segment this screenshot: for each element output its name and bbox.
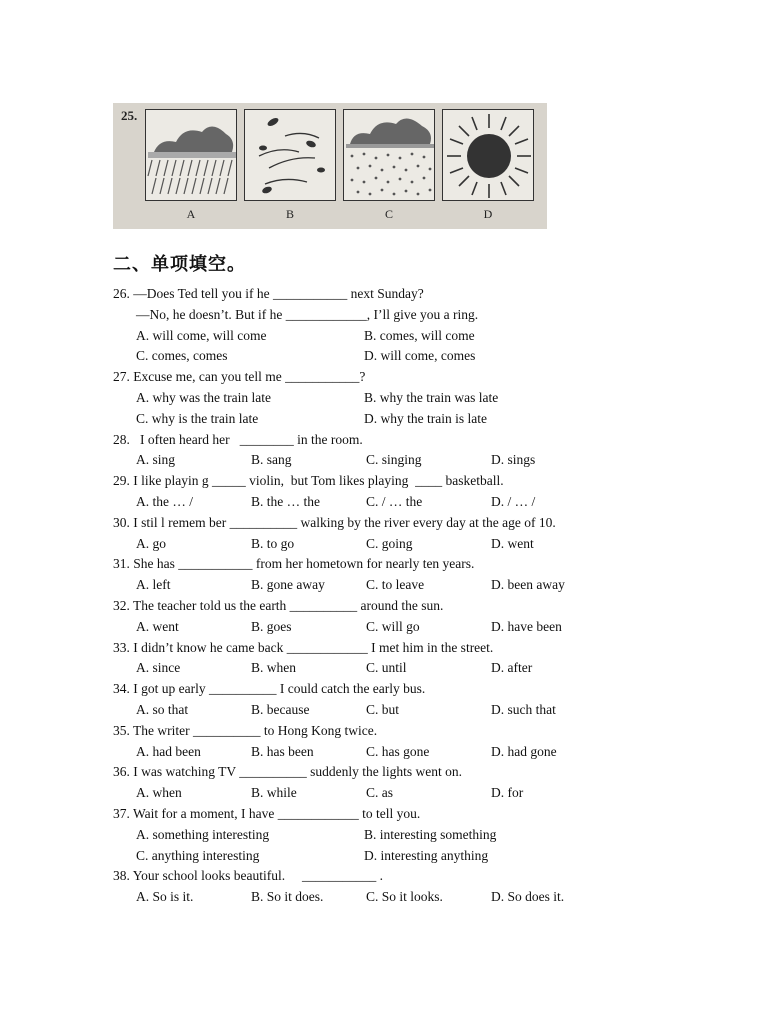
answer-option: C. has gone [366,743,430,759]
answer-option: D. So does it. [491,889,565,905]
answer-option: C. as [366,785,393,801]
sun-icon [442,109,534,201]
answer-option: D. will come, comes [364,348,476,364]
answer-option: B. So it does. [251,889,324,905]
answer-option: C. will go [366,618,420,634]
answer-option: B. the … the [251,494,320,509]
answer-option: D. sings [491,452,536,468]
answer-option: B. comes, will come [364,327,475,343]
question-stem: 37. Wait for a moment, I have ____________ to tell you. [113,806,421,821]
answer-option: C. anything interesting [136,847,260,863]
rain-icon [145,109,237,201]
question-stem: 38. Your school looks beautiful. ___________ . [113,868,383,884]
question-stem: 29. I like playin g _____ violin, but Tom likes playing ____ basketball. [113,473,504,489]
answer-option: A. when [136,785,182,801]
answer-option: D. after [491,660,533,676]
answer-option: A. went [136,618,179,634]
answer-option: A. why was the train late [136,390,271,405]
section-title: 二、单项填空。 [113,254,246,275]
answer-option: B. gone away [251,577,325,593]
answer-option: D. have been [491,618,562,634]
question-stem: 33. I didn’t know he came back ____________ I met him in the street. [113,639,494,655]
figure-label-b: B [285,207,294,221]
snow-icon [343,109,435,201]
answer-option: D. had gone [491,743,557,759]
answer-option: C. going [366,535,413,551]
figure-label-c: C [384,207,393,221]
answer-option: A. will come, will come [136,327,267,343]
answer-option: B. to go [251,535,295,551]
question-stem: 36. I was watching TV __________ suddenly the lights went on. [113,764,462,780]
answer-option: C. singing [366,452,422,468]
answer-option: D. for [491,785,524,801]
question-stem: 30. I stil l remem ber __________ walking by the river every day at the age of 10. [113,514,556,530]
answer-option: C. to leave [366,577,425,593]
answer-option: A. So is it. [136,889,194,905]
question-stem: 34. I got up early __________ I could catch the early bus. [113,681,426,697]
question-stem: 32. The teacher told us the earth __________ around the sun. [113,598,444,613]
answer-option: C. So it looks. [366,889,443,905]
answer-option: B. goes [251,618,292,634]
answer-option: C. until [366,660,407,676]
answer-option: A. so that [136,702,189,717]
answer-option: D. / … / [491,494,536,509]
answer-option: B. when [251,660,296,676]
answer-option: C. but [366,702,400,717]
question-stem: 27. Excuse me, can you tell me ___________? [113,369,366,385]
answer-option: D. went [491,535,534,551]
answer-option: A. something interesting [136,826,270,842]
wind-icon [244,109,336,201]
question-stem: 31. She has ___________ from her hometown for nearly ten years. [113,556,475,572]
answer-option: D. why the train is late [364,410,487,426]
answer-option: B. because [251,702,310,717]
answer-option: C. comes, comes [136,348,228,364]
answer-option: A. left [136,577,171,593]
figure-number: 25. [121,108,138,123]
answer-option: B. sang [251,452,292,468]
weather-figure [113,103,547,229]
answer-option: B. while [251,785,297,801]
answer-option: A. had been [136,743,201,759]
answer-option: A. the … / [136,494,193,509]
question-stem: 28. I often heard her ________ in the room. [113,431,363,447]
answer-option: A. go [136,535,166,551]
answer-option: B. has been [251,743,314,759]
answer-option: D. such that [491,702,556,717]
answer-option: B. why the train was late [364,390,499,405]
question-stem: 26. —Does Ted tell you if he ___________ next Sunday? [113,286,424,301]
answer-option: D. interesting anything [364,847,489,863]
figure-label-a: A [186,207,196,221]
answer-option: A. sing [136,452,176,468]
answer-option: B. interesting something [364,826,497,842]
answer-option: A. since [136,660,181,676]
question-stem: —No, he doesn’t. But if he ____________, I’ll give you a ring. [136,306,479,322]
answer-option: C. / … the [366,494,423,509]
question-stem: 35. The writer __________ to Hong Kong twice. [113,722,378,738]
figure-label-d: D [483,207,493,221]
answer-option: C. why is the train late [136,410,259,426]
answer-option: D. been away [491,577,565,593]
